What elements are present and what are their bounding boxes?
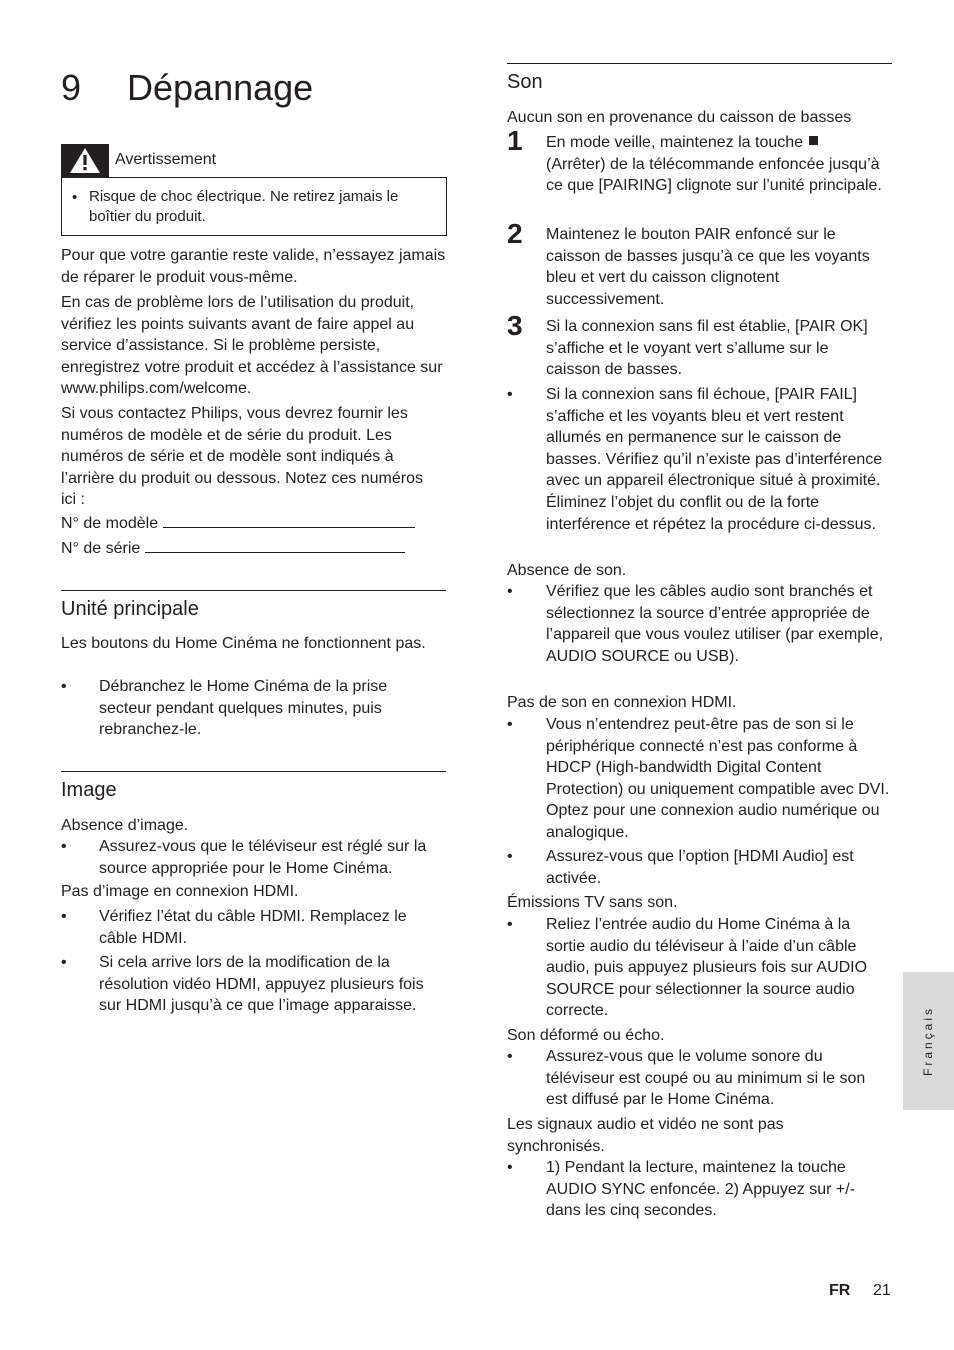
warning-box xyxy=(61,177,447,236)
chapter-number: 9 xyxy=(61,67,82,108)
warning-icon xyxy=(61,144,109,177)
question-no-sound: Absence de son. xyxy=(507,562,627,579)
answer-text: Reliez l’entrée audio du Home Cinéma à la sortie audio du téléviseur à l’aide d’un câble audio, puis appuyez plusieurs fois sur AUDIO SOURCE pour sélectionner la source audio correcte. xyxy=(546,916,868,1020)
answer-text: Assurez-vous que le téléviseur est réglé sur la source appropriée pour le Home Cinéma. xyxy=(99,838,427,877)
answer-text: Assurez-vous que le volume sonore du téléviseur est coupé ou au minimum si le son est diffusé par le Home Cinéma. xyxy=(546,1048,866,1109)
step-number: 1 xyxy=(507,125,523,156)
language-tab-label: Français xyxy=(920,1005,935,1077)
model-label: N° de modèle xyxy=(61,515,159,532)
footer-language: FR xyxy=(829,1282,851,1299)
answer-text: Débranchez le Home Cinéma de la prise secteur pendant quelques minutes, puis rebranchez-le. xyxy=(99,678,388,739)
section-title-son: Son xyxy=(507,71,543,93)
intro-paragraph-2: En cas de problème lors de l’utilisation du produit, vérifiez les points suivants avant de faire appel au service d’assistance. Si le problème persiste, enregistrez votre produit et accédez à l’assistance sur www.philips.com/welcome. xyxy=(61,294,443,398)
answer-text: Vérifiez que les câbles audio sont branchés et sélectionnez la source d’entrée appropriée de l’appareil que vous voulez utiliser (par exemple, AUDIO SOURCE ou USB). xyxy=(546,583,884,665)
step-text: Si la connexion sans fil est établie, [PAIR OK] s’affiche et le voyant vert s’allume sur le caisson de basses. xyxy=(546,318,868,379)
page-number: 21 xyxy=(873,1282,891,1299)
question-buttons: Les boutons du Home Cinéma ne fonctionnent pas. xyxy=(61,635,426,652)
bullet: • xyxy=(61,678,67,695)
serial-number-line xyxy=(61,538,405,560)
warning-header xyxy=(61,144,447,177)
section-divider xyxy=(61,771,446,772)
bullet: • xyxy=(61,908,67,925)
bullet: • xyxy=(61,838,67,855)
bullet: • xyxy=(507,583,513,600)
question-no-image-hdmi: Pas d’image en connexion HDMI. xyxy=(61,883,299,900)
answer-text: Si cela arrive lors de la modification de la résolution vidéo HDMI, appuyez plusieurs fois sur HDMI jusqu’à ce que l’image apparaisse. xyxy=(99,954,424,1015)
bullet: • xyxy=(61,954,67,971)
question-distorted: Son déformé ou écho. xyxy=(507,1027,665,1044)
answer-text: Vous n’entendrez peut-être pas de son si le périphérique connecté n’est pas conforme à HDCP (High-bandwidth Digital Content Protection) ou uniquement compatible avec DVI. Optez pour une connexion audio numérique ou analogique. xyxy=(546,716,890,841)
answer-text: Assurez-vous que l’option [HDMI Audio] est activée. xyxy=(546,848,854,887)
question-no-image: Absence d’image. xyxy=(61,817,189,834)
stop-icon xyxy=(809,136,818,145)
answer-text: 1) Pendant la lecture, maintenez la touche AUDIO SYNC enfoncée. 2) Appuyez sur +/- dans les cinq secondes. xyxy=(546,1159,856,1220)
question-no-sub-sound: Aucun son en provenance du caisson de basses xyxy=(507,109,852,126)
step-text: En mode veille, maintenez la touche (Arrêter) de la télécommande enfoncée jusqu’à ce que [PAIRING] clignote sur l’unité principale. xyxy=(546,134,882,195)
intro-paragraph-1: Pour que votre garantie reste valide, n’essayez jamais de réparer le produit vous-même. xyxy=(61,247,446,286)
answer-text: Vérifiez l’état du câble HDMI. Remplacez le câble HDMI. xyxy=(99,908,407,947)
language-tab xyxy=(903,972,954,1110)
model-number-line xyxy=(61,513,415,535)
answer-text: Si la connexion sans fil échoue, [PAIR FAIL] s’affiche et les voyants bleu et vert restent allumés en permanence sur le caisson de basses. Vérifiez qu’il n’existe pas d’interférence avec un appareil électronique situé à proximité. Éliminez l’objet du conflit ou de la forte interférence et répétez la procédure ci-dessus. xyxy=(546,386,883,533)
chapter-heading xyxy=(61,66,313,110)
bullet: • xyxy=(507,848,513,865)
step-number: 2 xyxy=(507,218,523,249)
intro-paragraph-3: Si vous contactez Philips, vous devrez fournir les numéros de modèle et de série du produit. Les numéros de série et de modèle sont indiqués à l’arrière du produit ou dessous. Notez ces numéros ici : xyxy=(61,405,423,509)
model-fill-line xyxy=(163,513,415,528)
section-divider xyxy=(61,590,446,591)
bullet: • xyxy=(72,189,78,206)
bullet: • xyxy=(507,716,513,733)
serial-label: N° de série xyxy=(61,540,141,557)
bullet: • xyxy=(507,916,513,933)
warning-label: Avertissement xyxy=(115,151,217,168)
serial-fill-line xyxy=(145,538,405,553)
chapter-title: Dépannage xyxy=(127,67,314,108)
question-tv-no-sound: Émissions TV sans son. xyxy=(507,894,678,911)
warning-text: Risque de choc électrique. Ne retirez jamais le boîtier du produit. xyxy=(89,188,399,225)
step-text: Maintenez le bouton PAIR enfoncé sur le caisson de basses jusqu’à ce que les voyants bleu et vert du caisson clignotent successivement. xyxy=(546,226,870,308)
section-title-unite: Unité principale xyxy=(61,598,199,620)
question-av-sync: Les signaux audio et vidéo ne sont pas synchronisés. xyxy=(507,1116,784,1155)
section-title-image: Image xyxy=(61,779,117,801)
bullet: • xyxy=(507,1159,513,1176)
section-divider xyxy=(507,63,892,64)
bullet: • xyxy=(507,386,513,403)
key-name: HDMI xyxy=(125,997,167,1015)
step-number: 3 xyxy=(507,310,523,341)
question-no-sound-hdmi: Pas de son en connexion HDMI. xyxy=(507,694,737,711)
bullet: • xyxy=(507,1048,513,1065)
